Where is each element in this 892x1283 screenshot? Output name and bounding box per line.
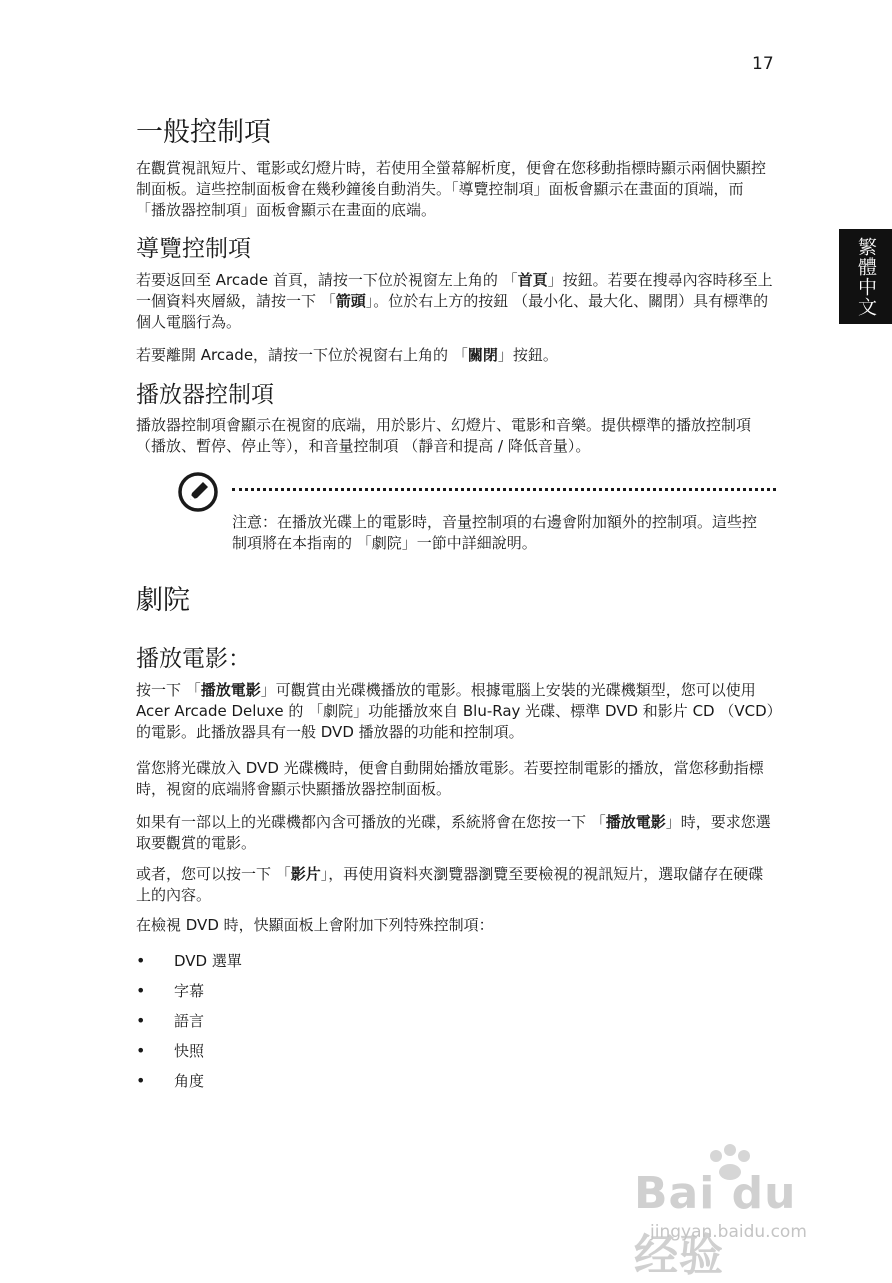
section-title-navigation-controls: 導覽控制項 — [136, 236, 251, 262]
theater-paragraph-4: 或者，您可以按一下 「影片」，再使用資料夾瀏覽器瀏覽至要檢視的視訊短片，選取儲存在硬碟上的內容。 — [136, 865, 764, 904]
navigation-paragraph-2: 若要離開 Arcade，請按一下位於視窗右上角的 「關閉」按鈕。 — [136, 346, 558, 364]
list-item: • 語言 — [136, 1010, 205, 1030]
page-number: 17 — [752, 54, 774, 74]
list-item: • 字幕 — [136, 980, 205, 1000]
bullet-icon: • — [136, 1040, 146, 1060]
note-pencil-icon — [176, 470, 220, 514]
dvd-controls-list — [136, 945, 242, 1095]
bullet-icon: • — [136, 1010, 146, 1030]
general-controls-paragraph: 在觀賞視訊短片、電影或幻燈片時，若使用全螢幕解析度，便會在您移動指標時顯示兩個快顯控制面板。這些控制面板會在幾秒鐘後自動消失。「導覽控制項」面板會顯示在畫面的頂端，而 「播放器控制項」面板會顯示在畫面的底端。 — [136, 159, 767, 219]
section-title-general-controls: 一般控制項 — [136, 117, 271, 148]
bullet-icon: • — [136, 950, 146, 970]
watermark-url: jingyan.baidu.com — [650, 1222, 807, 1242]
bullet-icon: • — [136, 980, 146, 1000]
list-item: • 角度 — [136, 1070, 205, 1090]
note-text: 注意：在播放光碟上的電影時，音量控制項的右邊會附加額外的控制項。這些控制項將在本指南的 「劇院」一節中詳細說明。 — [232, 513, 758, 552]
player-controls-paragraph: 播放器控制項會顯示在視窗的底端，用於影片、幻燈片、電影和音樂。提供標準的播放控制項 （播放、暫停、停止等），和音量控制項 （靜音和提高 / 降低音量）。 — [136, 416, 752, 455]
list-item: • 快照 — [136, 1040, 205, 1060]
baidu-watermark — [630, 1160, 840, 1281]
subsection-title-play-movie: 播放電影： — [136, 646, 251, 672]
section-title-player-controls: 播放器控制項 — [136, 382, 274, 408]
theater-paragraph-5: 在檢視 DVD 時，快顯面板上會附加下列特殊控制項： — [136, 916, 494, 934]
list-item: • DVD 選單 — [136, 950, 242, 970]
theater-paragraph-1: 按一下 「播放電影」可觀賞由光碟機播放的電影。根據電腦上安裝的光碟機類型，您可以使用 Acer Arcade Deluxe 的 「劇院」功能播放來自 Blu-Ray 光碟、標準 DVD 和影片 CD （VCD）的電影。此播放器具有一般 DVD 播放器的功能和控制項。 — [136, 681, 775, 741]
navigation-paragraph-1: 若要返回至 Arcade 首頁，請按一下位於視窗左上角的 「首頁」按鈕。若要在搜尋內容時移至上一個資料夾層級，請按一下 「箭頭」。位於右上方的按鈕 （最小化、最大化、關閉）具有標準的個人電腦行為。 — [136, 271, 773, 331]
theater-paragraph-2: 當您將光碟放入 DVD 光碟機時，便會自動開始播放電影。若要控制電影的播放，當您移動指標時，視窗的底端將會顯示快顯播放器控制面板。 — [136, 759, 764, 798]
theater-paragraph-3: 如果有一部以上的光碟機都內含可播放的光碟，系統將會在您按一下 「播放電影」時，要求您選取要觀賞的電影。 — [136, 813, 771, 852]
watermark-brand: Bai du 经验 — [634, 1168, 797, 1281]
section-title-theater: 劇院 — [136, 585, 190, 616]
note-divider — [232, 488, 776, 491]
bullet-icon: • — [136, 1070, 146, 1090]
language-side-tab: 繁體中文 — [839, 229, 892, 324]
